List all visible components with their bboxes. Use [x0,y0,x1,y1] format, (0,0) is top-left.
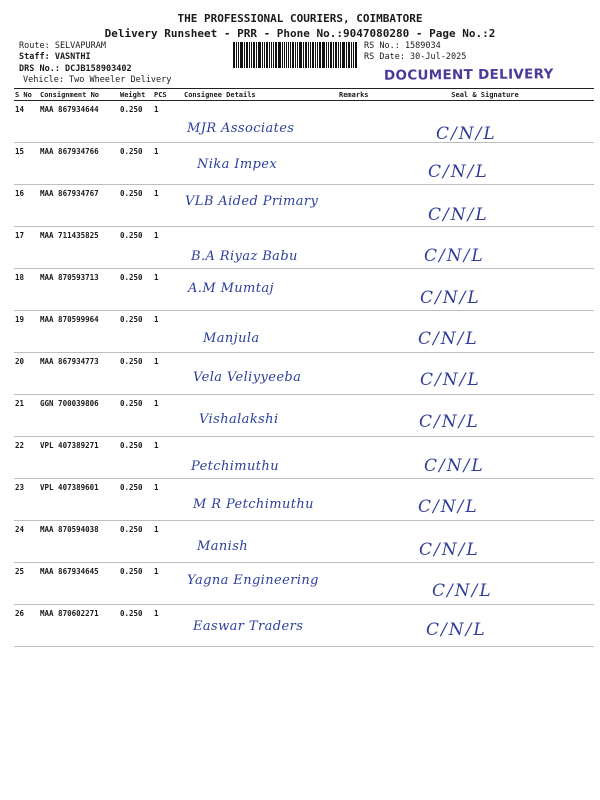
remarks-cell [338,563,376,605]
consignment-no-cell: VPL 407389271 [39,437,119,479]
table-row [14,353,594,395]
consignee-cell [183,311,338,353]
table-row [14,101,594,143]
table-row [14,605,594,647]
sno-cell: 14 [14,101,39,143]
pcs-cell: 1 [153,521,183,563]
barcode-bar [303,42,304,68]
consignment-no-cell: MAA 711435825 [39,227,119,269]
pcs-cell: 1 [153,395,183,437]
col-pcs: PCS [153,89,183,101]
weight-cell: 0.250 [119,143,153,185]
consignee-cell [183,227,338,269]
table-row [14,185,594,227]
barcode-bar [328,42,329,68]
pcs-cell: 1 [153,143,183,185]
barcode-image [233,42,358,68]
col-consignee-details: Consignee Details [183,89,338,101]
signature-handwriting: C/N/L [419,412,480,432]
signature-cell [376,395,594,437]
staff-label: Staff: VASNTHI [19,52,91,62]
signature-handwriting: C/N/L [418,329,479,349]
sno-cell: 16 [14,185,39,227]
barcode-bar [305,42,307,68]
barcode-bar [233,42,235,68]
signature-cell [376,521,594,563]
weight-cell: 0.250 [119,521,153,563]
consignee-cell [183,605,338,647]
sno-cell: 25 [14,563,39,605]
signature-cell [376,353,594,395]
barcode-bar [256,42,257,68]
signature-cell [376,311,594,353]
barcode-bar [236,42,237,68]
sno-cell: 23 [14,479,39,521]
pcs-cell: 1 [153,563,183,605]
consignment-no-cell: MAA 870599964 [39,311,119,353]
signature-handwriting: C/N/L [428,162,489,182]
signature-cell [376,479,594,521]
table-row [14,479,594,521]
consignment-no-cell: GGN 700039806 [39,395,119,437]
barcode-bar [342,42,345,68]
consignee-cell [183,563,338,605]
signature-cell [376,563,594,605]
consignee-cell [183,269,338,311]
col-consignment-no: Consignment No [39,89,119,101]
barcode-bar [284,42,285,68]
consignee-handwriting: Manjula [203,331,260,346]
pcs-cell: 1 [153,227,183,269]
barcode-bar [312,42,314,68]
remarks-cell [338,437,376,479]
consignee-cell [183,395,338,437]
barcode-bar [338,42,339,68]
barcode-bar [249,42,250,68]
remarks-cell [338,227,376,269]
consignee-handwriting: Vishalakshi [199,412,279,427]
weight-cell: 0.250 [119,605,153,647]
pcs-cell: 1 [153,185,183,227]
pcs-cell: 1 [153,479,183,521]
barcode-bar [319,42,321,68]
barcode-bar [244,42,245,68]
consignee-handwriting: Manish [197,539,249,554]
pcs-cell: 1 [153,269,183,311]
barcode-bar [262,42,263,68]
table-row [14,395,594,437]
vehicle-label: Vehicle: Two Wheeler Delivery [23,75,172,85]
signature-cell [376,101,594,143]
col-remarks: Remarks [338,89,376,101]
runsheet-table [14,88,594,647]
barcode-bar [266,42,268,68]
barcode-bar [353,42,354,68]
signature-handwriting: C/N/L [428,205,489,225]
table-row [14,227,594,269]
barcode-bar [317,42,318,68]
barcode-bar [264,42,265,68]
signature-cell [376,269,594,311]
remarks-cell [338,479,376,521]
signature-cell [376,227,594,269]
table-row [14,143,594,185]
consignee-cell [183,479,338,521]
company-title: THE PROFESSIONAL COURIERS, COIMBATORE [177,12,423,25]
consignee-handwriting: Easwar Traders [193,619,304,634]
weight-cell: 0.250 [119,101,153,143]
table-header-row [14,89,594,101]
sno-cell: 18 [14,269,39,311]
table-row [14,437,594,479]
col-seal-signature: Seal & Signature [376,89,594,101]
consignee-cell [183,353,338,395]
pcs-cell: 1 [153,605,183,647]
barcode-bar [348,42,350,68]
signature-handwriting: C/N/L [419,540,480,560]
consignee-handwriting: VLB Aided Primary [185,194,319,209]
sno-cell: 22 [14,437,39,479]
weight-cell: 0.250 [119,437,153,479]
barcode-bar [258,42,261,68]
sno-cell: 24 [14,521,39,563]
consignment-no-cell: MAA 870602271 [39,605,119,647]
signature-handwriting: C/N/L [426,620,487,640]
remarks-cell [338,311,376,353]
remarks-cell [338,101,376,143]
signature-handwriting: C/N/L [436,124,497,144]
table-row [14,521,594,563]
barcode-bar [340,42,341,68]
consignment-no-cell: MAA 870594038 [39,521,119,563]
weight-cell: 0.250 [119,353,153,395]
consignee-cell [183,185,338,227]
pcs-cell: 1 [153,437,183,479]
barcode-bar [330,42,332,68]
col-sno: S No [14,89,39,101]
consignment-no-cell: MAA 867934767 [39,185,119,227]
barcode-bar [326,42,327,68]
consignee-cell [183,521,338,563]
runsheet-subtitle: Delivery Runsheet - PRR - Phone No.:9047080280 - Page No.:2 [104,27,496,40]
signature-handwriting: C/N/L [424,456,485,476]
barcode-bar [290,42,291,68]
consignee-cell [183,143,338,185]
remarks-cell [338,521,376,563]
barcode-bar [315,42,316,68]
remarks-cell [338,605,376,647]
barcode-bar [346,42,347,68]
barcode-bar [278,42,281,68]
consignee-handwriting: Vela Veliyyeeba [193,370,302,385]
signature-cell [376,185,594,227]
rs-date: RS Date: 30-Jul-2025 [364,52,467,62]
drs-number: DRS No.: DCJB158903402 [19,64,132,74]
col-weight: Weight [119,89,153,101]
consignee-cell [183,437,338,479]
weight-cell: 0.250 [119,479,153,521]
pcs-cell: 1 [153,101,183,143]
route-label: Route: SELVAPURAM [19,41,106,51]
barcode-bar [333,42,334,68]
consignee-cell [183,101,338,143]
weight-cell: 0.250 [119,395,153,437]
barcode-bar [308,42,309,68]
pcs-cell: 1 [153,353,183,395]
consignee-handwriting: Nika Impex [197,157,278,172]
weight-cell: 0.250 [119,185,153,227]
signature-handwriting: C/N/L [418,497,479,517]
consignee-handwriting: B.A Riyaz Babu [191,249,298,264]
signature-handwriting: C/N/L [420,288,481,308]
barcode-bar [288,42,289,68]
consignment-no-cell: MAA 867934645 [39,563,119,605]
document-delivery-stamp: DOCUMENT DELIVERY [383,66,554,84]
table-row [14,311,594,353]
signature-cell [376,605,594,647]
barcode-bar [240,42,243,68]
barcode-bar [295,42,296,68]
table-row [14,269,594,311]
barcode-bar [282,42,283,68]
barcode-bar [292,42,294,68]
barcode-bar [251,42,252,68]
sno-cell: 19 [14,311,39,353]
barcode-bar [286,42,288,68]
signature-handwriting: C/N/L [420,370,481,390]
consignment-no-cell: MAA 870593713 [39,269,119,311]
weight-cell: 0.250 [119,269,153,311]
barcode-bar [299,42,302,68]
sno-cell: 21 [14,395,39,437]
sno-cell: 15 [14,143,39,185]
weight-cell: 0.250 [119,563,153,605]
barcode-bar [271,42,272,68]
barcode-bar [273,42,274,68]
pcs-cell: 1 [153,311,183,353]
signature-cell [376,437,594,479]
consignment-no-cell: MAA 867934773 [39,353,119,395]
barcode-bar [297,42,298,68]
remarks-cell [338,395,376,437]
consignee-handwriting: M R Petchimuthu [193,497,314,512]
remarks-cell [338,353,376,395]
consignment-no-cell: MAA 867934644 [39,101,119,143]
barcode-bar [238,42,239,68]
barcode-bar [355,42,357,68]
barcode-bar [322,42,325,68]
remarks-cell [338,143,376,185]
remarks-cell [338,185,376,227]
signature-cell [376,143,594,185]
consignee-handwriting: MJR Associates [187,121,295,136]
remarks-cell [338,269,376,311]
consignee-handwriting: Petchimuthu [191,459,279,474]
weight-cell: 0.250 [119,227,153,269]
sno-cell: 26 [14,605,39,647]
consignee-handwriting: A.M Mumtaj [188,281,274,296]
consignee-handwriting: Yagna Engineering [187,573,319,588]
barcode-bar [269,42,270,68]
sno-cell: 17 [14,227,39,269]
signature-handwriting: C/N/L [432,581,493,601]
consignment-no-cell: MAA 867934766 [39,143,119,185]
barcode-bar [275,42,277,68]
sno-cell: 20 [14,353,39,395]
signature-handwriting: C/N/L [424,246,485,266]
barcode-bar [310,42,311,68]
barcode-bar [246,42,248,68]
barcode-bar [351,42,352,68]
weight-cell: 0.250 [119,311,153,353]
barcode-bar [335,42,337,68]
consignment-no-cell: VPL 407389601 [39,479,119,521]
barcode-bar [253,42,255,68]
rs-number: RS No.: 1589034 [364,41,441,51]
table-row [14,563,594,605]
